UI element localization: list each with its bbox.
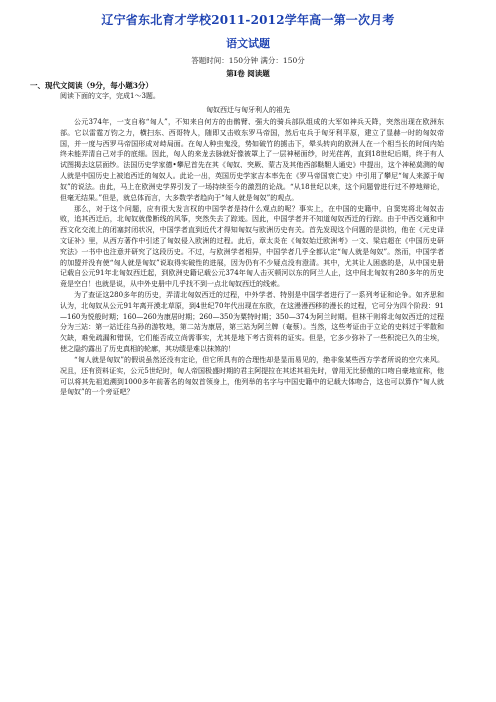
article-body [60,117,444,398]
section-heading: 一、现代文阅读（9分，每小题3分） [30,81,153,90]
exam-subtitle: 语文试题 [226,37,270,50]
article-paragraph: 那么，对于这个问题，应有很大发言权的中国学者是持什么观点的呢？事实上，在中国的史籍中，自窦宪将北匈奴击败，追其西迁后，北匈奴就像断线的风筝，突然失去了踪迹。因此，中国学者并不知道匈奴西迁的行踪。由于中西交通和中西文化交流上的闭塞封闭状况，中国学者直到近代才得知匈奴与欧洲历史有关。首先发现这个问题的是洪钧，他在《元史译文证补》里，从西方著作中引述了匈奴侵入欧洲的过程。此后，章太炎在《匈奴始迁欧洲考》一文、梁启超在《中国历史研究法》一书中也注意并研究了这段历史。不过，与欧洲学者相异，中国学者几乎全都认定“匈人就是匈奴”。然而，中国学者的加盟并没有使“匈人就是匈奴”说取得实破性的进展，因为仍有不少疑点没有澄清。其中，尤其让人困惑的是，从中国史册记载自公元91年北匈奴西迁起，到欧洲史籍记载公元374年匈人击灭顿河以东的阿兰人止，这中间北匈奴有280多年的历史竟是空白！也就是说，从中外史册中几乎找不到一点北匈奴西迁的线索。 [60,204,444,289]
article-paragraph: 公元374年，一支自称“匈人”，不知来自何方的由鹘臂、强大的骑兵部队组成的大军如神兵天降，突然出现在欧洲东部。它以雷霆万钧之力，横扫东、西哥特人，随即又击败东罗马帝国，然后屯兵于匈牙利平原，建立了显赫一时的匈奴帝国，并一度与西罗马帝国形成对峙局面。在匈人种虫鬼没，势如破竹的掳击下，晕头转向的欧洲人在一个相当长的时间内始终未能弄清自己对手的底细。因此，匈人的来龙去脉就好像被罩上了一层神秘面纱，时光荏苒，直到18世纪后期，终于有人试图揭去这层面纱。法国历史学家德•攀尼首先在其《匈奴、突厥、蒙古及其他西部鞑靼人通史》中提出，这个神秘莫测的匈人就是中国历史上被追西迁的匈奴人。此论一出，英国历史学家吉本率先在《罗马帝国衰亡史》中引用了攀尼“匈人来源于匈奴”的说法。由此，马上在欧洲史学界引发了一场持续至今的激烈的论战。“从18世纪以来，这个问题曾进行过不停地辩论，但毫无结果。”但是，就总体而言，大多数学者趋向于“匈人就是匈奴”的观点。 [60,118,444,202]
section-instruction: 阅读下面的文字，完成1～3题。 [60,92,160,100]
article-title: 匈奴西迁与匈牙利人的祖先 [206,106,290,114]
exam-title: 辽宁省东北育才学校2011-2012学年高一第一次月考 [101,13,395,27]
article-paragraph: “匈人就是匈奴”的假说虽然还没有定论，但它所具有的合理性却是显而易见的，绝非象某些西方学者所说的空穴来风。况且，还有资料证实，公元5世纪时，匈人帝国极盛时期的君主阿提拉在其述其祖先时，曾用无比骄傲的口吻自豪地宣称，他可以将其先祖追溯到1000多年前著名的匈奴首领身上，他列举的名字与中国史籍中的记载大体吻合，这也可以算作“匈人就是匈奴”的一个旁证吧？ [60,355,444,397]
exam-meta: 答题时间：150分钟 满分：150分 [191,56,305,65]
part-heading: 第Ⅰ卷 阅读题 [226,69,270,78]
article-paragraph: 为了查证这280多年的历史，弄清北匈奴西迁的过程，中外学者、特别是中国学者进行了一系列考证和论争。如齐思和认为，北匈奴从公元91年离开漠北草原，到4世纪70年代出现在东欧，在这漫漫西移的漫长的过程，它可分为四个阶段：91—160为悦般时期；160—260为康居时期；260—350为粟特时期；350—374为阿兰时期。但林干则将北匈奴西迁的过程分为三站：第一站迁往乌孙的游牧地，第二站为康居，第三站为阿兰牌（奄蔡）。当然，这些考证由于立论的史料过于零散和欠缺，难免疏漏和错误，它们能否成立尚需事实，尤其是地下考古资料的证实。但是，它多少弥补了一些积淀已久的尘埃，使之隐约露出了历史真相的轮廓，其功绩是难以抹煞的！ [60,291,444,354]
